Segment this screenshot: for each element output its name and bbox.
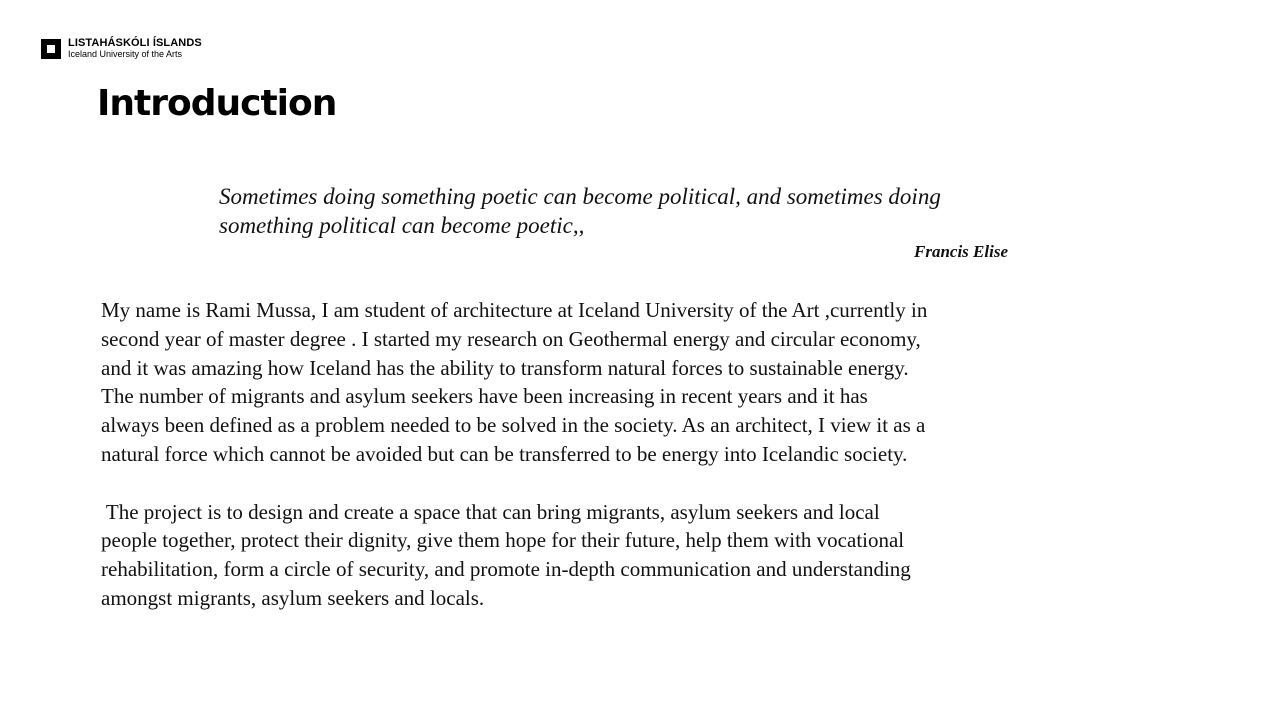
paragraph-line: people together, protect their dignity, give them hope for their future, help them with vocational	[101, 528, 905, 553]
paragraph-line: My name is Rami Mussa, I am student of architecture at Iceland University of the Art ,currently in	[101, 298, 928, 322]
quote-author: Francis Elise	[914, 242, 1008, 261]
paragraph-line: amongst migrants, asylum seekers and locals.	[101, 585, 485, 610]
paragraph-line: and it was amazing how Iceland has the ability to transform natural forces to sustainable energy.	[101, 355, 909, 380]
paragraph-intro	[101, 296, 1081, 469]
quote-line: Sometimes doing something poetic can become political, and sometimes doing	[219, 184, 941, 209]
paragraph-spacer	[101, 469, 1081, 498]
body-text	[101, 296, 1081, 613]
logo-text	[68, 38, 202, 59]
logo-name: LISTAHÁSKÓLI ÍSLANDS	[68, 37, 202, 49]
slide-title: Introduction	[97, 83, 337, 124]
logo-square-icon	[41, 39, 61, 59]
paragraph-line: natural force which cannot be avoided but can be transferred to be energy into Icelandic society.	[101, 441, 908, 466]
paragraph-line: The number of migrants and asylum seekers have been increasing in recent years and it has	[101, 384, 868, 409]
quote-line: something political can become poetic,,	[219, 213, 585, 238]
logo-subtitle: Iceland University of the Arts	[68, 49, 183, 59]
university-logo	[41, 38, 202, 59]
paragraph-line: The project is to design and create a space that can bring migrants, asylum seekers and local	[101, 499, 880, 524]
paragraph-project	[101, 498, 1081, 613]
paragraph-line: rehabilitation, form a circle of security, and promote in-depth communication and understanding	[101, 557, 911, 582]
quote	[219, 182, 1019, 240]
paragraph-line: always been defined as a problem needed to be solved in the society. As an architect, I view it as a	[101, 413, 926, 438]
paragraph-line: second year of master degree . I started my research on Geothermal energy and circular economy,	[101, 326, 921, 351]
